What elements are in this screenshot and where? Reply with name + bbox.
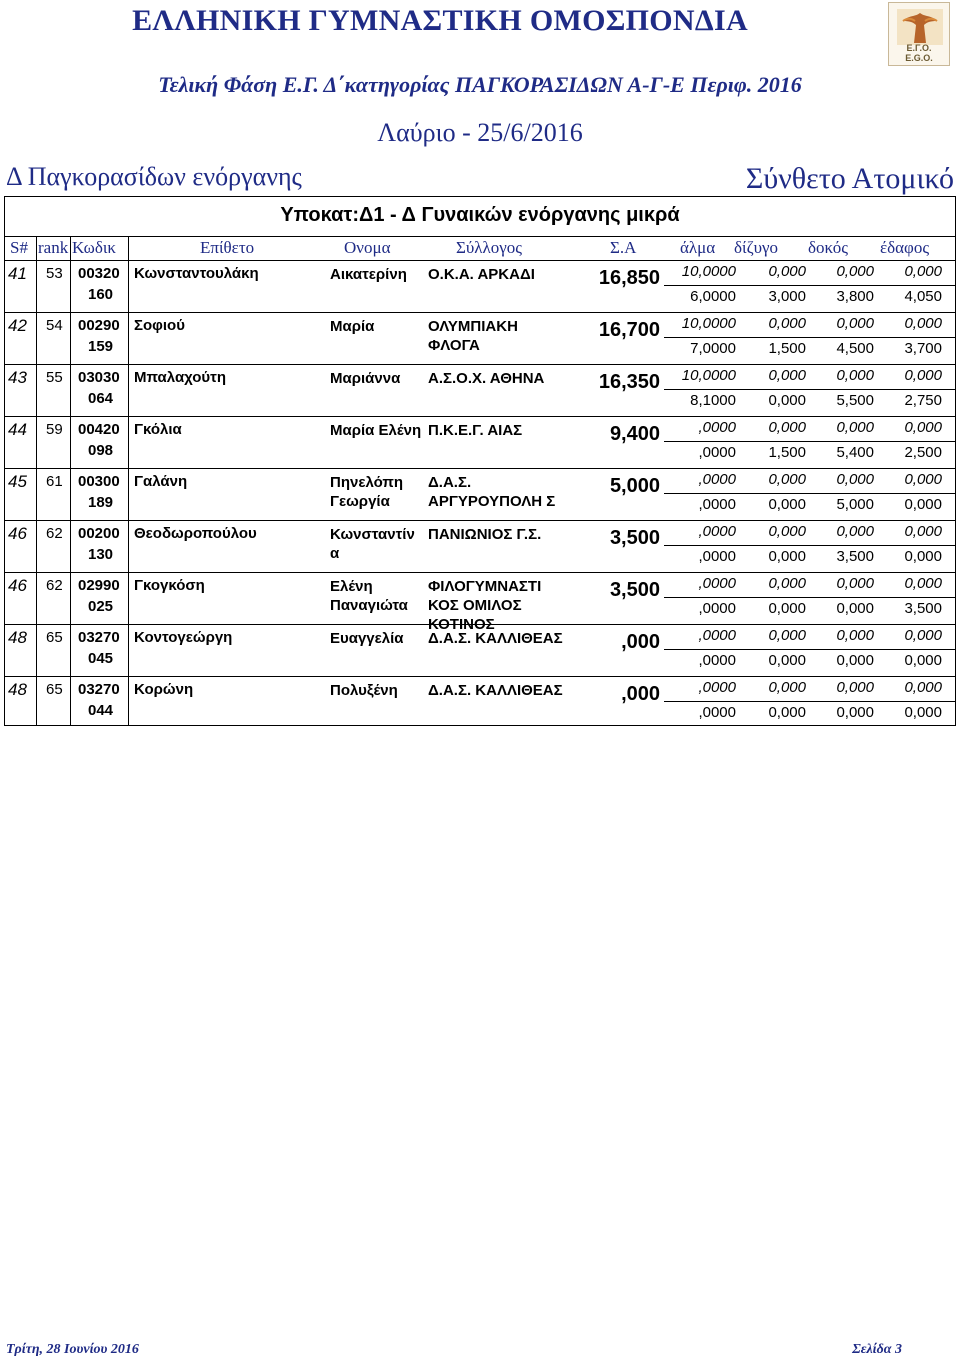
cell-code: 00200	[78, 525, 120, 542]
cell-e-score: 5,000	[836, 496, 874, 513]
cell-e-score: 4,500	[836, 340, 874, 357]
cell-code: 00290	[78, 317, 120, 334]
cell-d-score: 0,000	[768, 575, 806, 592]
event-type: Σύνθετο Ατομικό	[745, 162, 954, 195]
cell-e-score: 8,1000	[690, 392, 736, 409]
cell-d-score: 0,000	[836, 367, 874, 384]
cell-e-score: 0,000	[768, 548, 806, 565]
cell-d-score: 0,000	[768, 471, 806, 488]
cell-e-score: 1,500	[768, 444, 806, 461]
cell-total: 5,000	[609, 475, 660, 497]
cell-d-score: ,0000	[698, 419, 736, 436]
cell-e-score: 3,500	[836, 548, 874, 565]
cell-surname: Γαλάνη	[134, 473, 188, 490]
cell-name: Κωνσταντίν α	[330, 526, 415, 562]
cell-total: ,000	[621, 631, 660, 653]
cell-code: 00300	[78, 473, 120, 490]
row-separator	[4, 416, 956, 417]
col-header-total: Σ.Α	[610, 238, 637, 257]
cell-d-score: ,0000	[698, 575, 736, 592]
cell-surname: Κωνσταντουλάκη	[134, 265, 259, 282]
score-separator	[664, 441, 956, 442]
cell-e-score: 0,000	[904, 704, 942, 721]
cell-club: Π.Κ.Ε.Γ. ΑΙΑΣ	[428, 422, 523, 439]
cell-code-sub: 045	[88, 650, 114, 667]
cell-code: 00320	[78, 265, 120, 282]
col-header-club: Σύλλογος	[456, 238, 523, 257]
cell-d-score: 0,000	[768, 419, 806, 436]
cell-d-score: 0,000	[836, 575, 874, 592]
cell-club: Δ.Α.Σ. ΑΡΓΥΡΟΥΠΟΛΗ Σ	[428, 474, 556, 510]
cell-d-score: 10,0000	[681, 315, 736, 332]
winged-victory-icon	[897, 9, 943, 45]
row-separator	[4, 260, 956, 261]
logo-text	[889, 43, 949, 63]
score-separator	[664, 545, 956, 546]
cell-d-score: 0,000	[904, 679, 942, 696]
cell-rank: 61	[46, 473, 63, 490]
cell-d-score: 0,000	[836, 679, 874, 696]
cell-e-score: ,0000	[698, 704, 736, 721]
cell-total: ,000	[621, 683, 660, 705]
cell-surname: Κοντογεώργη	[134, 629, 233, 646]
cell-e-score: 3,800	[836, 288, 874, 305]
venue-date: Λαύριο - 25/6/2016	[377, 118, 583, 147]
cell-e-score: 1,500	[768, 340, 806, 357]
cell-s: 48	[8, 628, 27, 647]
col-header-rank: rank	[38, 238, 69, 257]
cell-e-score: 0,000	[768, 600, 806, 617]
cell-d-score: 0,000	[904, 419, 942, 436]
cell-name: Μαρία Ελένη	[330, 422, 422, 439]
score-separator	[664, 701, 956, 702]
subcategory-title: Υποκατ:Δ1 - Δ Γυναικών ενόργανης μικρά	[280, 204, 680, 226]
cell-name: Πολυξένη	[330, 682, 398, 699]
cell-total: 3,500	[609, 527, 660, 549]
cell-s: 46	[8, 524, 27, 543]
cell-surname: Γκόλια	[134, 421, 182, 438]
cell-e-score: ,0000	[698, 652, 736, 669]
cell-s: 48	[8, 680, 27, 699]
footer-page: Σελίδα 3	[852, 1342, 902, 1357]
cell-d-score: 0,000	[836, 315, 874, 332]
cell-d-score: 0,000	[768, 627, 806, 644]
cell-d-score: 0,000	[904, 471, 942, 488]
row-separator	[4, 312, 956, 313]
cell-d-score: 0,000	[768, 315, 806, 332]
col-header-name: Ονομα	[344, 238, 391, 257]
cell-d-score: 0,000	[904, 263, 942, 280]
cell-code: 03270	[78, 629, 120, 646]
col-divider	[36, 236, 37, 726]
cell-e-score: 0,000	[768, 496, 806, 513]
cell-code-sub: 098	[88, 442, 114, 459]
score-separator	[664, 493, 956, 494]
cell-e-score: 3,500	[904, 600, 942, 617]
col-header-vault: άλμα	[680, 238, 716, 257]
cell-total: 9,400	[609, 423, 660, 445]
cell-e-score: 0,000	[768, 704, 806, 721]
cell-surname: Θεοδωροπούλου	[134, 525, 257, 542]
cell-club: Α.Σ.Ο.Χ. ΑΘΗΝΑ	[428, 370, 545, 387]
col-header-bars: δίζυγο	[734, 238, 779, 257]
score-separator	[664, 597, 956, 598]
row-separator	[4, 468, 956, 469]
score-separator	[664, 389, 956, 390]
logo-text-line1: Ε.Γ.Ο.	[906, 43, 932, 53]
cell-rank: 59	[46, 421, 63, 438]
cell-total: 16,850	[598, 267, 660, 289]
row-separator	[4, 676, 956, 677]
cell-d-score: 0,000	[904, 523, 942, 540]
cell-d-score: 0,000	[768, 523, 806, 540]
cell-s: 42	[8, 316, 27, 335]
cell-rank: 65	[46, 629, 63, 646]
cell-e-score: 4,050	[904, 288, 942, 305]
program-title: Δ Παγκορασίδων ενόργανης	[6, 162, 302, 191]
cell-d-score: 0,000	[904, 367, 942, 384]
cell-d-score: ,0000	[698, 627, 736, 644]
cell-rank: 62	[46, 525, 63, 542]
federation-logo	[888, 2, 950, 66]
score-separator	[664, 337, 956, 338]
footer-date: Τρίτη, 28 Ιουνίου 2016	[6, 1342, 139, 1357]
cell-e-score: ,0000	[698, 548, 736, 565]
cell-total: 3,500	[609, 579, 660, 601]
score-separator	[664, 649, 956, 650]
cell-d-score: 0,000	[836, 263, 874, 280]
cell-d-score: ,0000	[698, 523, 736, 540]
cell-name: Μαρία	[330, 318, 375, 335]
col-header-s: S#	[10, 238, 28, 257]
cell-e-score: 0,000	[904, 548, 942, 565]
cell-s: 43	[8, 368, 27, 387]
cell-d-score: 0,000	[768, 367, 806, 384]
cell-surname: Κορώνη	[134, 681, 194, 698]
cell-d-score: 0,000	[836, 471, 874, 488]
cell-name: Ευαγγελία	[330, 630, 404, 647]
cell-e-score: 0,000	[768, 392, 806, 409]
cell-s: 41	[8, 264, 27, 283]
cell-total: 16,700	[598, 319, 660, 341]
row-separator	[4, 572, 956, 573]
row-separator	[4, 624, 956, 625]
cell-name: Μαριάννα	[330, 370, 401, 387]
cell-e-score: 6,0000	[690, 288, 736, 305]
cell-code: 03270	[78, 681, 120, 698]
cell-e-score: ,0000	[698, 496, 736, 513]
cell-club: Δ.Α.Σ. ΚΑΛΛΙΘΕΑΣ	[428, 682, 563, 699]
cell-e-score: 0,000	[836, 704, 874, 721]
cell-name: Ελένη Παναγιώτα	[330, 578, 408, 614]
logo-text-line2: E.G.O.	[905, 53, 933, 63]
cell-code-sub: 189	[88, 494, 114, 511]
cell-total: 16,350	[598, 371, 660, 393]
cell-d-score: 0,000	[836, 419, 874, 436]
cell-surname: Γκογκόση	[134, 577, 205, 594]
cell-d-score: 0,000	[836, 627, 874, 644]
col-header-code: Κωδικ	[72, 238, 116, 257]
cell-d-score: 0,000	[904, 575, 942, 592]
row-separator	[4, 520, 956, 521]
cell-d-score: 0,000	[836, 523, 874, 540]
cell-code-sub: 159	[88, 338, 114, 355]
cell-d-score: 0,000	[904, 627, 942, 644]
cell-surname: Μπαλαχούτη	[134, 369, 227, 386]
cell-code: 00420	[78, 421, 120, 438]
cell-e-score: 7,0000	[690, 340, 736, 357]
col-divider	[128, 236, 129, 726]
cell-code-sub: 064	[88, 390, 114, 407]
cell-code-sub: 160	[88, 286, 114, 303]
cell-e-score: 5,400	[836, 444, 874, 461]
cell-e-score: 0,000	[836, 600, 874, 617]
cell-d-score: 10,0000	[681, 367, 736, 384]
cell-rank: 55	[46, 369, 63, 386]
cell-e-score: ,0000	[698, 444, 736, 461]
cell-d-score: ,0000	[698, 679, 736, 696]
cell-s: 45	[8, 472, 27, 491]
cell-code-sub: 025	[88, 598, 114, 615]
cell-e-score: 0,000	[904, 496, 942, 513]
cell-e-score: 2,500	[904, 444, 942, 461]
cell-e-score: 3,700	[904, 340, 942, 357]
cell-d-score: 0,000	[768, 263, 806, 280]
cell-code-sub: 044	[88, 702, 114, 719]
cell-club: ΠΑΝΙΩΝΙΟΣ Γ.Σ.	[428, 526, 542, 543]
cell-code-sub: 130	[88, 546, 114, 563]
cell-surname: Σοφιού	[134, 317, 185, 334]
federation-title: ΕΛΛΗΝΙΚΗ ΓΥΜΝΑΣΤΙΚΗ ΟΜΟΣΠΟΝΔΙΑ	[132, 4, 748, 37]
cell-code: 02990	[78, 577, 120, 594]
cell-name: Αικατερίνη	[330, 266, 407, 283]
cell-club: ΦΙΛΟΓΥΜΝΑΣΤΙ ΚΟΣ ΟΜΙΛΟΣ ΚΟΤΙΝΟΣ	[428, 578, 542, 633]
cell-e-score: ,0000	[698, 600, 736, 617]
cell-e-score: 0,000	[904, 652, 942, 669]
competition-subtitle: Τελική Φάση Ε.Γ. Δ΄κατηγορίας ΠΑΓΚΟΡΑΣΙΔΩΝ Α-Γ-Ε Περιφ. 2016	[158, 72, 802, 97]
cell-rank: 54	[46, 317, 63, 334]
cell-rank: 62	[46, 577, 63, 594]
cell-name: Πηνελόπη Γεωργία	[330, 474, 404, 510]
cell-s: 44	[8, 420, 27, 439]
score-separator	[664, 285, 956, 286]
cell-d-score: 10,0000	[681, 263, 736, 280]
row-separator	[4, 364, 956, 365]
cell-d-score: 0,000	[904, 315, 942, 332]
cell-club: Ο.Κ.Α. ΑΡΚΑΔΙ	[428, 266, 535, 283]
cell-code: 03030	[78, 369, 120, 386]
cell-e-score: 3,000	[768, 288, 806, 305]
cell-d-score: ,0000	[698, 471, 736, 488]
header-top-line	[4, 236, 956, 237]
cell-club: ΟΛΥΜΠΙΑΚΗ ΦΛΟΓΑ	[428, 318, 518, 354]
col-header-floor: έδαφος	[880, 238, 930, 257]
cell-d-score: 0,000	[768, 679, 806, 696]
col-header-surname: Επίθετο	[200, 238, 255, 257]
cell-e-score: 0,000	[768, 652, 806, 669]
cell-s: 46	[8, 576, 27, 595]
cell-e-score: 2,750	[904, 392, 942, 409]
cell-club: Δ.Α.Σ. ΚΑΛΛΙΘΕΑΣ	[428, 630, 563, 647]
cell-rank: 53	[46, 265, 63, 282]
cell-e-score: 5,500	[836, 392, 874, 409]
cell-rank: 65	[46, 681, 63, 698]
col-divider	[70, 236, 71, 726]
cell-e-score: 0,000	[836, 652, 874, 669]
col-header-beam: δοκός	[808, 238, 848, 257]
